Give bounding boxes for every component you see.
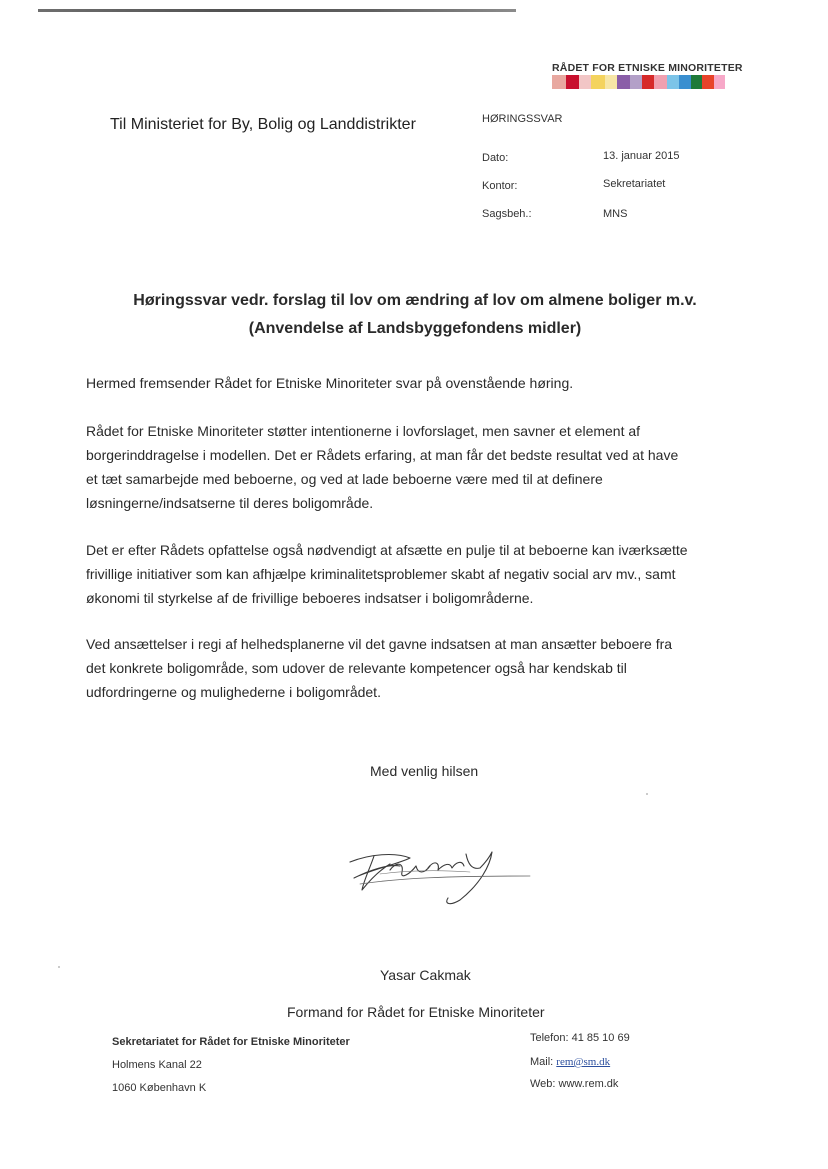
paragraph-2 [86, 419, 766, 515]
footer-web: Web: www.rem.dk [530, 1078, 619, 1090]
logo-color-block [566, 75, 579, 89]
logo-text: RÅDET FOR ETNISKE MINORITETER [552, 62, 743, 74]
logo-color-block [654, 75, 667, 89]
document-type: HØRINGSSVAR [482, 113, 563, 125]
logo-color-block [679, 75, 691, 89]
footer-street: Holmens Kanal 22 [112, 1059, 202, 1071]
footer-city: 1060 København K [112, 1082, 207, 1094]
recipient: Til Ministeriet for By, Bolig og Landdistrikter [110, 116, 416, 133]
logo-color-block [617, 75, 630, 89]
footer-organization: Sekretariatet for Rådet for Etniske Minoriteter [112, 1036, 350, 1048]
office-label: Kontor: [482, 180, 518, 192]
title-line-1: Høringssvar vedr. forslag til lov om ændring af lov om almene boliger m.v. [133, 292, 697, 309]
paragraph-line: udfordringerne og mulighederne i boligområdet. [86, 684, 381, 700]
logo-color-block [591, 75, 605, 89]
logo-color-block [667, 75, 679, 89]
logo-color-block [630, 75, 642, 89]
paragraph-3 [86, 538, 766, 610]
paragraph-line: Det er efter Rådets opfattelse også nødvendigt at afsætte en pulje til at beboerne kan iværksætte [86, 542, 688, 558]
logo-color-block [579, 75, 591, 89]
closing-greeting: Med venlig hilsen [370, 763, 479, 779]
title-line-2: (Anvendelse af Landsbyggefondens midler) [248, 320, 582, 337]
footer-mail [530, 1056, 610, 1068]
signature [340, 840, 540, 910]
signer-role: Formand for Rådet for Etniske Minoriteter [287, 1004, 545, 1020]
paragraph-line: Ved ansættelser i regi af helhedsplanerne vil det gavne indsatsen at man ansætter beboere fra [86, 636, 673, 652]
office-value: Sekretariatet [603, 178, 666, 190]
paragraph-1 [86, 371, 766, 395]
paragraph-line: Hermed fremsender Rådet for Etniske Minoriteter svar på ovenstående høring. [86, 375, 574, 391]
footer-phone: Telefon: 41 85 10 69 [530, 1032, 630, 1044]
case-handler-value: MNS [603, 208, 628, 220]
logo-color-block [552, 75, 566, 89]
paragraph-line: et tæt samarbejde med beboerne, og ved at lade beboerne være med til at definere [86, 471, 603, 487]
signer-name: Yasar Cakmak [380, 967, 471, 983]
footer-mail-label: Mail: [530, 1056, 554, 1068]
logo-color-bar [552, 75, 725, 89]
footer-mail-link[interactable]: rem@sm.dk [556, 1056, 611, 1068]
paragraph-line: økonomi til styrkelse af de frivillige beboeres indsatser i boligområderne. [86, 590, 534, 606]
paragraph-line: løsningerne/indsatserne til deres boligområde. [86, 495, 374, 511]
paragraph-4 [86, 632, 766, 704]
date-value: 13. januar 2015 [603, 150, 680, 162]
paragraph-line: det konkrete boligområde, som udover de relevante kompetencer også har kendskab til [86, 660, 627, 676]
date-label: Dato: [482, 152, 509, 164]
scan-edge-line [38, 9, 516, 12]
logo-color-block [642, 75, 654, 89]
logo-color-block [691, 75, 702, 89]
logo-color-block [714, 75, 725, 89]
paragraph-line: Rådet for Etniske Minoriteter støtter intentionerne i lovforslaget, men savner et element af [86, 423, 641, 439]
logo-color-block [605, 75, 617, 89]
logo-color-block [702, 75, 714, 89]
paragraph-line: borgerinddragelse i modellen. Det er Rådets erfaring, at man får det bedste resultat ved at have [86, 447, 679, 463]
case-handler-label: Sagsbeh.: [482, 208, 532, 220]
scan-speck [646, 793, 648, 795]
paragraph-line: frivillige initiativer som kan afhjælpe kriminalitetsproblemer skabt af negativ social arv mv., samt [86, 566, 676, 582]
scan-speck [58, 966, 60, 968]
